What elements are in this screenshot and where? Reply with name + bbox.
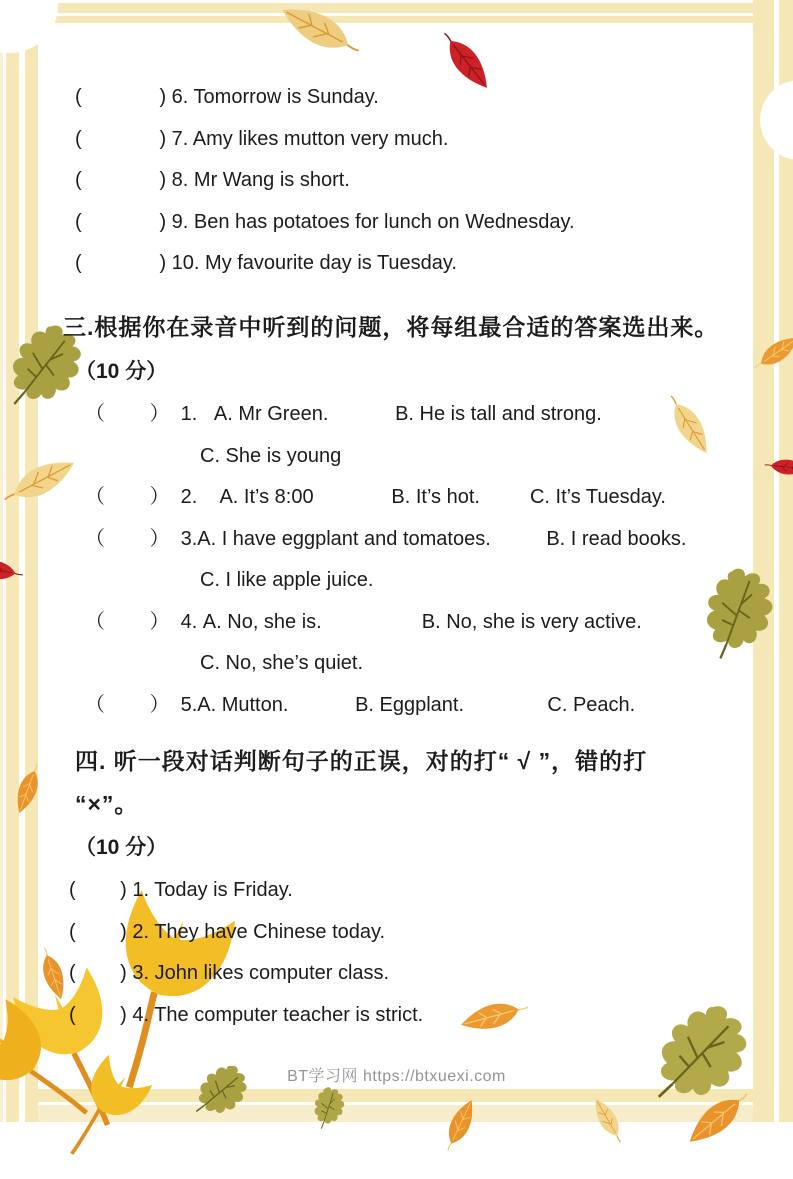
choice-item-1-line2: C. She is young xyxy=(200,444,342,467)
section-three-options xyxy=(85,394,718,726)
section-three xyxy=(63,305,718,726)
section-four xyxy=(69,740,648,1036)
dialog-tf-item-1: ( ) 1. Today is Friday. xyxy=(69,879,293,901)
section-four-items xyxy=(69,870,647,1036)
tf-item-8: ( ) 8. Mr Wang is short. xyxy=(75,169,350,191)
dialog-tf-item-4: ( ) 4. The computer teacher is strict. xyxy=(69,1003,424,1026)
section-four-title-line1: 四. 听一段对话判断句子的正误，对的打“ √ ”，错的打 xyxy=(75,748,648,774)
tf-item-10: ( ) 10. My favourite day is Tuesday. xyxy=(75,252,457,274)
section-four-score: （10 分） xyxy=(75,836,168,859)
dialog-tf-item-2: ( ) 2. They have Chinese today. xyxy=(69,920,386,943)
section-three-title: 三.根据你在录音中听到的问题，将每组最合适的答案选出来。 xyxy=(63,314,719,340)
tf-item-6: ( ) 6. Tomorrow is Sunday. xyxy=(75,86,379,108)
choice-item-3-line2: C. I like apple juice. xyxy=(200,569,374,591)
choice-item-1-line1: （ ） 1. A. Mr Green. B. He is tall and strong. xyxy=(85,403,602,425)
tf-item-7: ( ) 7. Amy likes mutton very much. xyxy=(75,127,449,150)
watermark-text: BT学习网 https://btxuexi.com xyxy=(287,1068,506,1085)
choice-item-2: （ ） 2. A. It’s 8:00 B. It’s hot. C. It’s Tuesday. xyxy=(85,486,666,508)
listening-true-false-items-6-10 xyxy=(75,77,575,285)
choice-item-4-line2: C. No, she’s quiet. xyxy=(200,652,364,674)
choice-item-4-line1: （ ） 4. A. No, she is. B. No, she is very active. xyxy=(85,610,642,633)
dialog-tf-item-3: ( ) 3. John likes computer class. xyxy=(69,962,390,984)
choice-item-5: （ ） 5.A. Mutton. B. Eggplant. C. Peach. xyxy=(85,693,636,716)
tf-item-9: ( ) 9. Ben has potatoes for lunch on Wednesday. xyxy=(75,210,575,233)
section-four-title-line2: “×”。 xyxy=(75,791,139,817)
section-three-score: （10 分） xyxy=(75,360,168,383)
choice-item-3-line1: （ ） 3.A. I have eggplant and tomatoes. B. I read books. xyxy=(85,527,687,550)
